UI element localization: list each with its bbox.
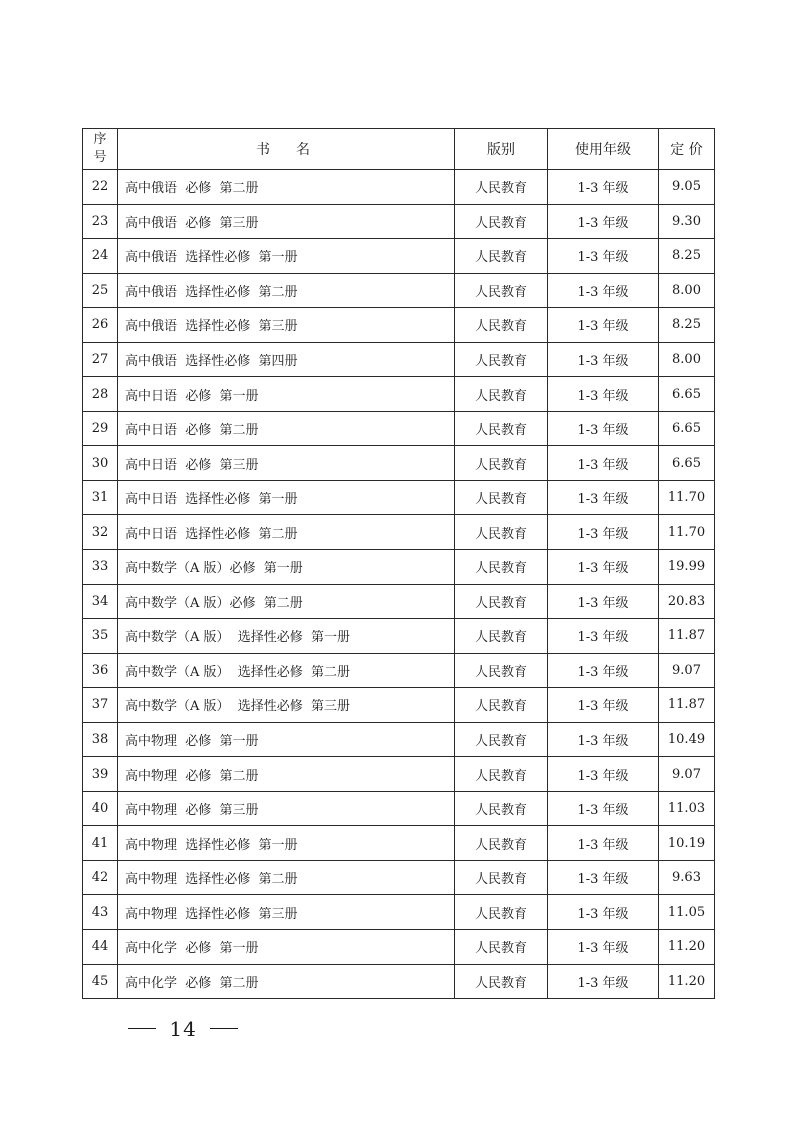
cell-seq: 32	[83, 515, 118, 550]
cell-edition: 人民教育	[455, 757, 548, 792]
cell-seq: 37	[83, 688, 118, 723]
cell-edition: 人民教育	[455, 480, 548, 515]
cell-grade: 1-3 年级	[548, 895, 659, 930]
table-row	[83, 239, 715, 274]
cell-title: 高中物理 必修 第二册	[118, 757, 455, 792]
cell-title: 高中日语 必修 第三册	[118, 446, 455, 481]
cell-edition: 人民教育	[455, 170, 548, 205]
cell-price: 8.25	[659, 239, 715, 274]
table-row	[83, 964, 715, 999]
cell-price: 10.19	[659, 826, 715, 861]
cell-edition: 人民教育	[455, 342, 548, 377]
cell-price: 10.49	[659, 722, 715, 757]
cell-grade: 1-3 年级	[548, 757, 659, 792]
cell-edition: 人民教育	[455, 239, 548, 274]
cell-price: 8.00	[659, 342, 715, 377]
table-row	[83, 170, 715, 205]
cell-title: 高中物理 必修 第一册	[118, 722, 455, 757]
cell-title: 高中俄语 必修 第三册	[118, 204, 455, 239]
cell-edition: 人民教育	[455, 791, 548, 826]
cell-price: 11.20	[659, 930, 715, 965]
cell-seq: 45	[83, 964, 118, 999]
table-row	[83, 688, 715, 723]
table-row	[83, 619, 715, 654]
cell-edition: 人民教育	[455, 550, 548, 585]
cell-seq: 27	[83, 342, 118, 377]
cell-price: 6.65	[659, 411, 715, 446]
cell-edition: 人民教育	[455, 584, 548, 619]
cell-seq: 25	[83, 273, 118, 308]
table-row	[83, 308, 715, 343]
cell-price: 9.07	[659, 653, 715, 688]
cell-title: 高中日语 选择性必修 第一册	[118, 480, 455, 515]
cell-grade: 1-3 年级	[548, 550, 659, 585]
cell-edition: 人民教育	[455, 964, 548, 999]
table-row	[83, 930, 715, 965]
cell-grade: 1-3 年级	[548, 826, 659, 861]
cell-title: 高中俄语 必修 第二册	[118, 170, 455, 205]
header-seq	[83, 129, 118, 170]
footer-dash-right	[210, 1028, 238, 1029]
cell-price: 9.07	[659, 757, 715, 792]
cell-grade: 1-3 年级	[548, 860, 659, 895]
cell-grade: 1-3 年级	[548, 653, 659, 688]
cell-seq: 36	[83, 653, 118, 688]
cell-grade: 1-3 年级	[548, 722, 659, 757]
cell-title: 高中日语 必修 第二册	[118, 411, 455, 446]
table-row	[83, 377, 715, 412]
cell-price: 11.03	[659, 791, 715, 826]
cell-title: 高中物理 选择性必修 第二册	[118, 860, 455, 895]
header-grade: 使用年级	[548, 129, 659, 170]
cell-price: 6.65	[659, 377, 715, 412]
cell-grade: 1-3 年级	[548, 308, 659, 343]
cell-title: 高中俄语 选择性必修 第一册	[118, 239, 455, 274]
cell-edition: 人民教育	[455, 204, 548, 239]
cell-edition: 人民教育	[455, 411, 548, 446]
table-row	[83, 446, 715, 481]
table-row	[83, 584, 715, 619]
cell-title: 高中数学（A 版） 选择性必修 第三册	[118, 688, 455, 723]
cell-title: 高中数学（A 版）必修 第二册	[118, 584, 455, 619]
cell-price: 6.65	[659, 446, 715, 481]
cell-edition: 人民教育	[455, 722, 548, 757]
cell-edition: 人民教育	[455, 308, 548, 343]
cell-edition: 人民教育	[455, 377, 548, 412]
cell-edition: 人民教育	[455, 895, 548, 930]
cell-grade: 1-3 年级	[548, 446, 659, 481]
cell-price: 8.00	[659, 273, 715, 308]
table-body	[83, 170, 715, 999]
cell-price: 9.05	[659, 170, 715, 205]
cell-seq: 30	[83, 446, 118, 481]
cell-seq: 35	[83, 619, 118, 654]
table-row	[83, 757, 715, 792]
header-price: 定 价	[659, 129, 715, 170]
cell-title: 高中物理 选择性必修 第三册	[118, 895, 455, 930]
cell-grade: 1-3 年级	[548, 273, 659, 308]
cell-title: 高中物理 选择性必修 第一册	[118, 826, 455, 861]
cell-seq: 40	[83, 791, 118, 826]
page-number: 14	[169, 1016, 197, 1041]
cell-seq: 26	[83, 308, 118, 343]
cell-title: 高中数学（A 版）必修 第一册	[118, 550, 455, 585]
cell-seq: 34	[83, 584, 118, 619]
cell-grade: 1-3 年级	[548, 239, 659, 274]
cell-grade: 1-3 年级	[548, 930, 659, 965]
table-row	[83, 550, 715, 585]
cell-title: 高中俄语 选择性必修 第四册	[118, 342, 455, 377]
cell-seq: 29	[83, 411, 118, 446]
cell-title: 高中俄语 选择性必修 第三册	[118, 308, 455, 343]
cell-edition: 人民教育	[455, 653, 548, 688]
table-row	[83, 826, 715, 861]
header-seq-top: 序	[93, 132, 107, 147]
table-row	[83, 204, 715, 239]
cell-seq: 44	[83, 930, 118, 965]
cell-seq: 39	[83, 757, 118, 792]
cell-grade: 1-3 年级	[548, 584, 659, 619]
cell-grade: 1-3 年级	[548, 688, 659, 723]
table-row	[83, 273, 715, 308]
cell-seq: 31	[83, 480, 118, 515]
cell-grade: 1-3 年级	[548, 377, 659, 412]
cell-edition: 人民教育	[455, 688, 548, 723]
table-row	[83, 515, 715, 550]
cell-grade: 1-3 年级	[548, 411, 659, 446]
cell-price: 11.70	[659, 515, 715, 550]
table-row	[83, 342, 715, 377]
cell-grade: 1-3 年级	[548, 515, 659, 550]
cell-title: 高中化学 必修 第二册	[118, 964, 455, 999]
cell-grade: 1-3 年级	[548, 480, 659, 515]
header-edition: 版别	[455, 129, 548, 170]
cell-edition: 人民教育	[455, 930, 548, 965]
cell-price: 20.83	[659, 584, 715, 619]
cell-title: 高中物理 必修 第三册	[118, 791, 455, 826]
cell-price: 19.99	[659, 550, 715, 585]
cell-grade: 1-3 年级	[548, 204, 659, 239]
cell-grade: 1-3 年级	[548, 170, 659, 205]
table-row	[83, 480, 715, 515]
table-row	[83, 895, 715, 930]
cell-price: 11.87	[659, 688, 715, 723]
cell-grade: 1-3 年级	[548, 964, 659, 999]
header-seq-bottom: 号	[93, 150, 107, 165]
cell-seq: 38	[83, 722, 118, 757]
table-row	[83, 860, 715, 895]
cell-grade: 1-3 年级	[548, 342, 659, 377]
cell-title: 高中化学 必修 第一册	[118, 930, 455, 965]
cell-seq: 23	[83, 204, 118, 239]
table-row	[83, 722, 715, 757]
table-row	[83, 411, 715, 446]
cell-edition: 人民教育	[455, 273, 548, 308]
cell-seq: 41	[83, 826, 118, 861]
cell-edition: 人民教育	[455, 619, 548, 654]
cell-edition: 人民教育	[455, 860, 548, 895]
cell-edition: 人民教育	[455, 515, 548, 550]
cell-seq: 33	[83, 550, 118, 585]
cell-grade: 1-3 年级	[548, 619, 659, 654]
cell-title: 高中日语 选择性必修 第二册	[118, 515, 455, 550]
cell-grade: 1-3 年级	[548, 791, 659, 826]
cell-price: 11.20	[659, 964, 715, 999]
cell-edition: 人民教育	[455, 826, 548, 861]
table-header-row	[83, 129, 715, 170]
cell-seq: 22	[83, 170, 118, 205]
cell-seq: 24	[83, 239, 118, 274]
cell-seq: 42	[83, 860, 118, 895]
cell-price: 11.87	[659, 619, 715, 654]
cell-price: 9.63	[659, 860, 715, 895]
header-title: 书 名	[118, 129, 455, 170]
cell-seq: 28	[83, 377, 118, 412]
footer-dash-left	[128, 1028, 156, 1029]
cell-price: 11.05	[659, 895, 715, 930]
cell-title: 高中数学（A 版） 选择性必修 第一册	[118, 619, 455, 654]
book-price-table	[82, 128, 715, 999]
cell-title: 高中数学（A 版） 选择性必修 第二册	[118, 653, 455, 688]
table-row	[83, 791, 715, 826]
cell-price: 8.25	[659, 308, 715, 343]
cell-edition: 人民教育	[455, 446, 548, 481]
cell-title: 高中日语 必修 第一册	[118, 377, 455, 412]
page-footer	[128, 1015, 238, 1041]
cell-price: 11.70	[659, 480, 715, 515]
cell-title: 高中俄语 选择性必修 第二册	[118, 273, 455, 308]
cell-price: 9.30	[659, 204, 715, 239]
table-row	[83, 653, 715, 688]
cell-seq: 43	[83, 895, 118, 930]
